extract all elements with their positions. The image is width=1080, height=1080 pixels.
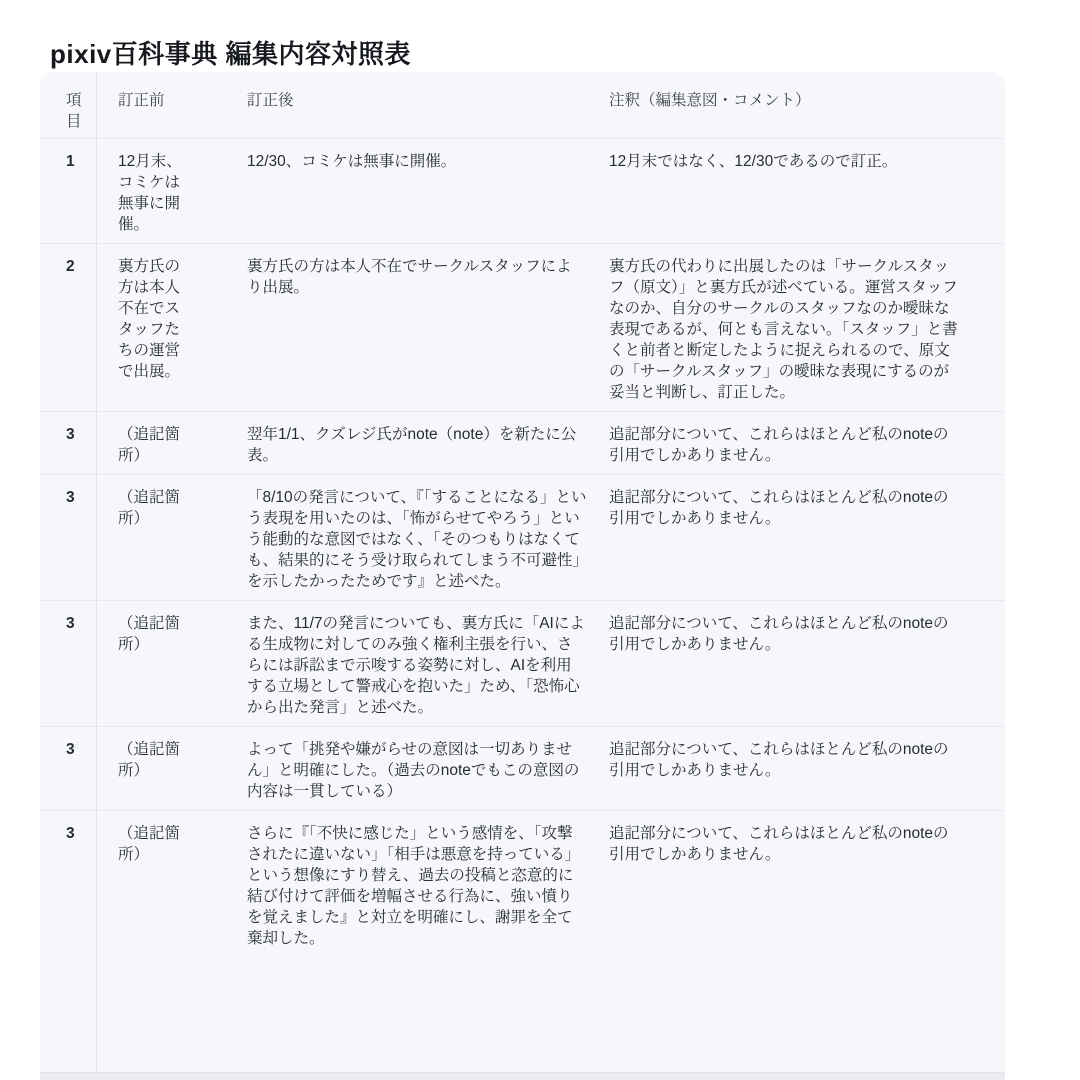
cell-note: 裏方氏の代わりに出展したのは「サークルスタッフ（原文）」と裏方氏が述べている。運営スタッフなのか、自分のサークルのスタッフなのか曖昧な表現であるが、何とも言えない。「スタッフ」と書くと前者と断定したように捉えられるので、原文の「サークルスタッフ」の曖昧な表現にするのが妥当と判断し、訂正した。 <box>609 258 958 401</box>
table-row <box>40 243 1005 411</box>
header-item: 項目 <box>66 92 82 130</box>
table-row <box>40 726 1005 810</box>
cell-item: 1 <box>66 153 75 170</box>
comparison-table <box>40 72 1005 1080</box>
cell-before: 裏方氏の方は本人不在でスタッフたちの運営で出展。 <box>118 258 181 380</box>
cell-note: 追記部分について、これらはほとんど私のnoteの引用でしかありません。 <box>609 489 949 527</box>
cell-after: また、11/7の発言についても、裏方氏に「AIによる生成物に対してのみ強く権利主張を行い、さらには訴訟まで示唆する姿勢に対し、AIを利用する立場として警戒心を抱いた」ため、「恐怖心から出た発言」と述べた。 <box>247 615 585 716</box>
table-row <box>40 600 1005 726</box>
cell-note: 12月末ではなく、12/30であるので訂正。 <box>609 153 898 170</box>
cell-after: よって「挑発や嫌がらせの意図は一切ありません」と明確にした。（過去のnoteでもこの意図の内容は一貫している） <box>247 741 580 800</box>
table-row <box>40 138 1005 243</box>
cell-after: 12/30、コミケは無事に開催。 <box>247 153 457 170</box>
cell-after: さらに『「不快に感じた」という感情を、「攻撃されたに違いない」「相手は悪意を持っている」という想像にすり替え、過去の投稿と恣意的に結び付けて評価を増幅させる行為に、強い憤りを覚えました』と対立を明確にし、謝罪を全て棄却した。 <box>247 825 581 947</box>
cell-after: 「8/10の発言について、『「することになる」という表現を用いたのは、「怖がらせてやろう」という能動的な意図ではなく、「そのつもりはなくても、結果的にそう受け取られてしまう不可避性」を示したかったためです』と述べた。 <box>247 489 587 590</box>
cell-item: 3 <box>66 825 75 842</box>
page-title: pixiv百科事典 編集内容対照表 <box>50 39 411 69</box>
cell-item: 3 <box>66 489 75 506</box>
cell-before: （追記箇所） <box>118 489 181 527</box>
cell-before: （追記箇所） <box>118 825 181 863</box>
cell-before: 12月末、コミケは無事に開催。 <box>118 153 182 233</box>
column-divider <box>96 72 97 1080</box>
table-bottom-edge <box>40 1072 1005 1080</box>
table-header <box>40 72 1005 138</box>
cell-after: 裏方氏の方は本人不在でサークルスタッフにより出展。 <box>247 258 572 296</box>
cell-after: 翌年1/1、クズレジ氏がnote（note）を新たに公表。 <box>247 426 577 464</box>
table-row <box>40 474 1005 600</box>
header-after: 訂正後 <box>247 92 294 109</box>
cell-item: 3 <box>66 741 75 758</box>
cell-item: 3 <box>66 615 75 632</box>
table-row <box>40 810 1005 957</box>
header-before: 訂正前 <box>118 92 165 109</box>
cell-note: 追記部分について、これらはほとんど私のnoteの引用でしかありません。 <box>609 825 949 863</box>
cell-note: 追記部分について、これらはほとんど私のnoteの引用でしかありません。 <box>609 426 949 464</box>
cell-note: 追記部分について、これらはほとんど私のnoteの引用でしかありません。 <box>609 615 949 653</box>
header-note: 注釈（編集意図・コメント） <box>609 92 811 109</box>
cell-before: （追記箇所） <box>118 426 181 464</box>
cell-before: （追記箇所） <box>118 615 181 653</box>
cell-before: （追記箇所） <box>118 741 181 779</box>
table-row <box>40 411 1005 474</box>
cell-note: 追記部分について、これらはほとんど私のnoteの引用でしかありません。 <box>609 741 949 779</box>
cell-item: 2 <box>66 258 75 275</box>
cell-item: 3 <box>66 426 75 443</box>
